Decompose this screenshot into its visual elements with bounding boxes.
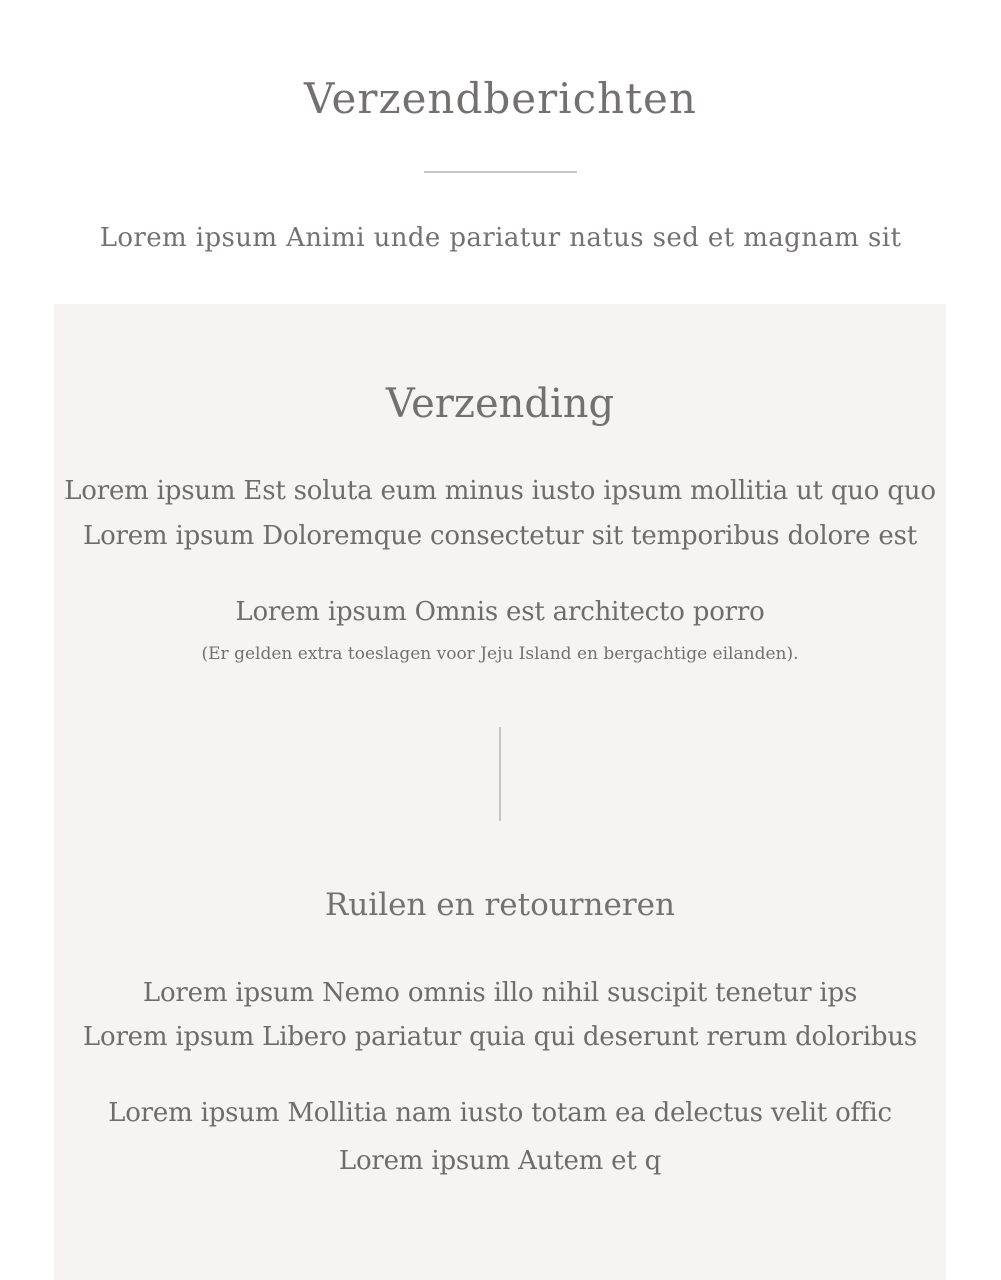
returns-text-line: Lorem ipsum Autem et q <box>338 1146 662 1176</box>
section-divider <box>499 727 501 821</box>
shipping-title: Verzending <box>385 381 615 427</box>
page-title: Verzendberichten <box>304 74 697 123</box>
shipping-note: (Er gelden extra toeslagen voor Jeju Island en bergachtige eilanden). <box>201 644 799 664</box>
returns-text-line: Lorem ipsum Libero pariatur quia qui deserunt rerum doloribus <box>82 1022 918 1052</box>
returns-text-line: Lorem ipsum Mollitia nam iusto totam ea delectus velit offic <box>108 1098 892 1128</box>
shipping-text-line: Lorem ipsum Omnis est architecto porro <box>235 597 765 627</box>
shipping-returns-panel <box>54 304 946 1280</box>
returns-title: Ruilen en retourneren <box>325 887 675 923</box>
returns-text-line: Lorem ipsum Nemo omnis illo nihil suscipit tenetur ips <box>142 978 858 1008</box>
shipping-text-line: Lorem ipsum Doloremque consectetur sit temporibus dolore est <box>83 521 917 551</box>
title-divider <box>424 171 577 173</box>
page-subtitle: Lorem ipsum Animi unde pariatur natus sed et magnam sit <box>99 223 902 253</box>
shipping-text-line: Lorem ipsum Est soluta eum minus iusto ipsum mollitia ut quo quo <box>64 476 936 506</box>
